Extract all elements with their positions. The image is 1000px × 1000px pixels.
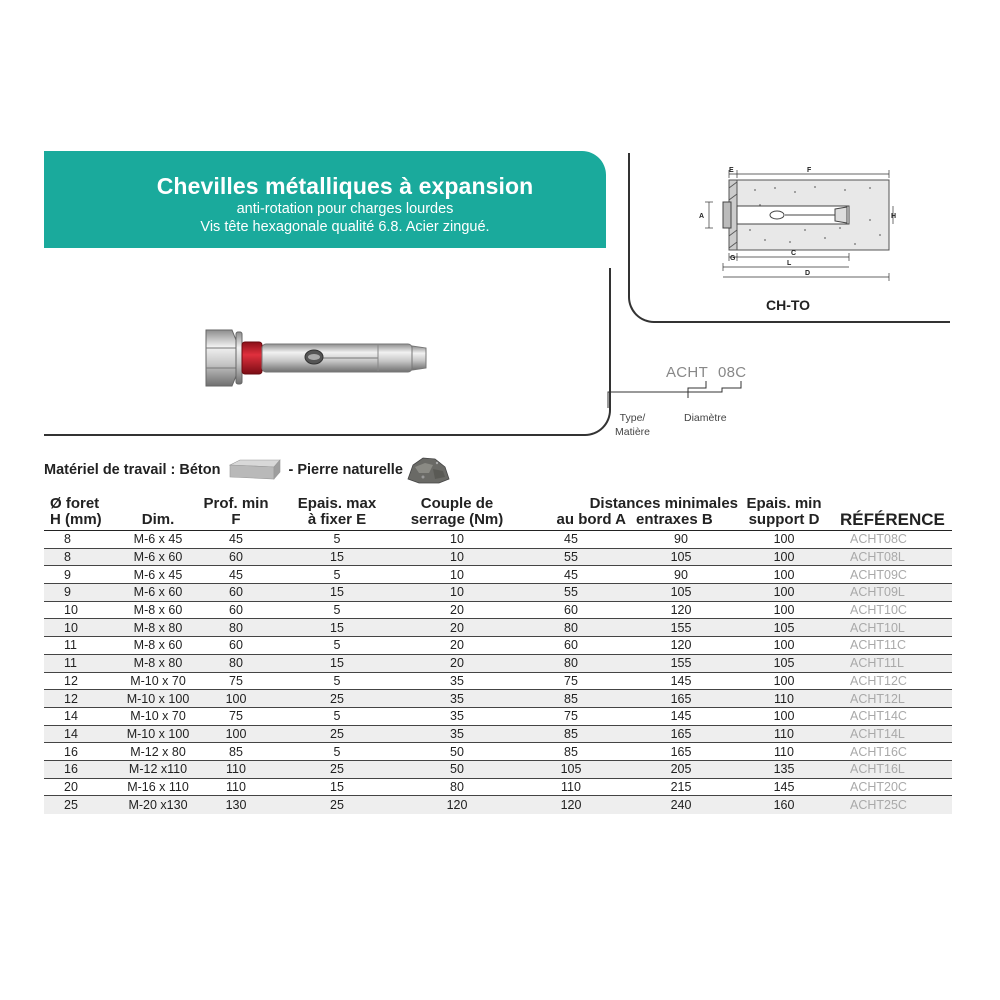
code-part-diameter: 08C: [718, 364, 747, 381]
cell-foret: 12: [44, 672, 116, 690]
natural-stone-icon: [405, 455, 451, 485]
cell-foret: 12: [44, 690, 116, 708]
cell-bord: 80: [512, 654, 630, 672]
distances-header: Distances minimales: [589, 495, 738, 512]
cell-bord: 45: [512, 566, 630, 584]
title-banner: [44, 151, 606, 248]
diagram-caption: CH-TO: [766, 297, 811, 313]
cell-bord: 120: [512, 796, 630, 814]
cell-support: 110: [732, 743, 836, 761]
col-header-reference: RÉFÉRENCE: [840, 510, 945, 529]
materials-line: [44, 455, 457, 485]
table-row: [44, 778, 952, 796]
cell-epais-max: 15: [272, 548, 402, 566]
col-header-bord: Distances minimales au bord A: [512, 494, 630, 531]
cell-epais-max: 25: [272, 690, 402, 708]
code-legend-lines: [600, 378, 750, 414]
cell-support: 100: [732, 566, 836, 584]
cell-reference: ACHT14L: [836, 725, 952, 743]
cell-couple: 20: [402, 654, 512, 672]
cell-foret: 14: [44, 707, 116, 725]
cell-prof: 110: [200, 778, 272, 796]
cell-dim: M-8 x 80: [116, 619, 200, 637]
cell-dim: M-8 x 80: [116, 654, 200, 672]
cell-entraxes: 240: [630, 796, 732, 814]
cell-support: 160: [732, 796, 836, 814]
cell-reference: ACHT12C: [836, 672, 952, 690]
cell-foret: 9: [44, 584, 116, 602]
cell-epais-max: 5: [272, 707, 402, 725]
cell-support: 100: [732, 601, 836, 619]
cell-dim: M-10 x 100: [116, 690, 200, 708]
cell-bord: 75: [512, 672, 630, 690]
dim-label-g: G: [730, 255, 736, 262]
cell-epais-max: 15: [272, 654, 402, 672]
cell-entraxes: 165: [630, 690, 732, 708]
cell-epais-max: 15: [272, 619, 402, 637]
cell-epais-max: 25: [272, 796, 402, 814]
table-row: [44, 672, 952, 690]
col-header-epais-max: Epais. max à fixer E: [297, 495, 377, 528]
cell-epais-max: 5: [272, 566, 402, 584]
cell-dim: M-12 x 80: [116, 743, 200, 761]
dim-label-f: F: [807, 167, 812, 174]
cell-couple: 120: [402, 796, 512, 814]
cell-couple: 20: [402, 601, 512, 619]
cell-bord: 45: [512, 531, 630, 549]
cell-prof: 60: [200, 548, 272, 566]
cell-support: 100: [732, 531, 836, 549]
cell-entraxes: 155: [630, 619, 732, 637]
table-row: [44, 654, 952, 672]
dim-label-d: D: [805, 270, 811, 277]
cell-reference: ACHT09C: [836, 566, 952, 584]
cell-couple: 10: [402, 548, 512, 566]
cell-couple: 20: [402, 637, 512, 655]
cell-entraxes: 165: [630, 725, 732, 743]
cell-support: 100: [732, 637, 836, 655]
cell-bord: 110: [512, 778, 630, 796]
table-row: [44, 584, 952, 602]
col-header-dim: Dim.: [141, 511, 175, 528]
code-part-type: ACHT: [666, 364, 709, 381]
cell-entraxes: 165: [630, 743, 732, 761]
cell-entraxes: 155: [630, 654, 732, 672]
banner-subtitle-1: anti-rotation pour charges lourdes: [236, 201, 454, 217]
cell-foret: 16: [44, 743, 116, 761]
cell-prof: 45: [200, 531, 272, 549]
cell-prof: 100: [200, 725, 272, 743]
cell-foret: 10: [44, 601, 116, 619]
cell-foret: 8: [44, 548, 116, 566]
cell-entraxes: 105: [630, 584, 732, 602]
cell-foret: 8: [44, 531, 116, 549]
cell-prof: 80: [200, 654, 272, 672]
table-row: [44, 690, 952, 708]
cell-epais-max: 5: [272, 672, 402, 690]
cell-reference: ACHT16L: [836, 760, 952, 778]
table-row: [44, 637, 952, 655]
cell-dim: M-16 x 110: [116, 778, 200, 796]
cell-couple: 35: [402, 690, 512, 708]
cell-support: 110: [732, 690, 836, 708]
cell-bord: 75: [512, 707, 630, 725]
table-row: [44, 566, 952, 584]
cell-foret: 10: [44, 619, 116, 637]
cell-entraxes: 145: [630, 707, 732, 725]
cell-foret: 16: [44, 760, 116, 778]
concrete-block-icon: [226, 459, 282, 481]
banner-subtitle-2: Vis tête hexagonale qualité 6.8. Acier zingué.: [200, 219, 490, 235]
spec-table: [44, 494, 952, 814]
cell-dim: M-12 x110: [116, 760, 200, 778]
table-header-row: [44, 494, 952, 531]
cell-dim: M-8 x 60: [116, 637, 200, 655]
cell-support: 100: [732, 584, 836, 602]
cell-bord: 85: [512, 725, 630, 743]
table-row: [44, 725, 952, 743]
cell-foret: 11: [44, 654, 116, 672]
cell-couple: 20: [402, 619, 512, 637]
cell-entraxes: 205: [630, 760, 732, 778]
cell-reference: ACHT14C: [836, 707, 952, 725]
cell-epais-max: 5: [272, 637, 402, 655]
cell-foret: 9: [44, 566, 116, 584]
cell-reference: ACHT08L: [836, 548, 952, 566]
cell-dim: M-6 x 60: [116, 584, 200, 602]
cell-support: 145: [732, 778, 836, 796]
cell-dim: M-6 x 45: [116, 566, 200, 584]
cell-dim: M-10 x 70: [116, 707, 200, 725]
cell-support: 105: [732, 619, 836, 637]
cell-prof: 130: [200, 796, 272, 814]
cell-epais-max: 5: [272, 601, 402, 619]
cell-dim: M-20 x130: [116, 796, 200, 814]
col-header-support: Epais. min support D: [746, 495, 822, 528]
col-header-couple: Couple de serrage (Nm): [410, 495, 504, 528]
cell-couple: 35: [402, 725, 512, 743]
cell-foret: 25: [44, 796, 116, 814]
cell-prof: 45: [200, 566, 272, 584]
cell-dim: M-6 x 60: [116, 548, 200, 566]
code-type-label: Type/ Matière: [615, 412, 651, 438]
cell-entraxes: 215: [630, 778, 732, 796]
cell-reference: ACHT12L: [836, 690, 952, 708]
table-row: [44, 743, 952, 761]
anchor-bolt-image: [188, 318, 438, 398]
code-diameter-label: Diamètre: [684, 412, 727, 424]
cell-bord: 60: [512, 637, 630, 655]
table-row: [44, 760, 952, 778]
cell-epais-max: 25: [272, 760, 402, 778]
col-header-foret: Ø foret H (mm): [50, 495, 102, 528]
cell-couple: 80: [402, 778, 512, 796]
cell-prof: 60: [200, 637, 272, 655]
cell-reference: ACHT08C: [836, 531, 952, 549]
cell-prof: 110: [200, 760, 272, 778]
cell-epais-max: 15: [272, 778, 402, 796]
cell-bord: 80: [512, 619, 630, 637]
cell-couple: 10: [402, 531, 512, 549]
cell-epais-max: 5: [272, 743, 402, 761]
cell-foret: 11: [44, 637, 116, 655]
cell-reference: ACHT16C: [836, 743, 952, 761]
cell-prof: 75: [200, 672, 272, 690]
col-header-prof: Prof. min F: [203, 495, 269, 528]
cell-prof: 100: [200, 690, 272, 708]
cell-reference: ACHT10C: [836, 601, 952, 619]
materials-stone-label: - Pierre naturelle: [288, 462, 403, 478]
cell-epais-max: 25: [272, 725, 402, 743]
table-row: [44, 601, 952, 619]
cell-support: 100: [732, 707, 836, 725]
cell-prof: 60: [200, 584, 272, 602]
dim-label-a: A: [699, 213, 705, 220]
cell-dim: M-10 x 70: [116, 672, 200, 690]
cell-entraxes: 120: [630, 637, 732, 655]
cell-couple: 50: [402, 760, 512, 778]
materials-prefix: Matériel de travail : Béton: [44, 462, 221, 478]
cell-epais-max: 15: [272, 584, 402, 602]
cell-dim: M-10 x 100: [116, 725, 200, 743]
cell-foret: 14: [44, 725, 116, 743]
cell-couple: 10: [402, 566, 512, 584]
cell-entraxes: 120: [630, 601, 732, 619]
cell-reference: ACHT20C: [836, 778, 952, 796]
cell-entraxes: 105: [630, 548, 732, 566]
cell-epais-max: 5: [272, 531, 402, 549]
dim-label-l: L: [787, 260, 792, 267]
cell-couple: 35: [402, 707, 512, 725]
cell-support: 135: [732, 760, 836, 778]
cell-couple: 50: [402, 743, 512, 761]
cell-prof: 60: [200, 601, 272, 619]
cell-reference: ACHT09L: [836, 584, 952, 602]
dim-label-e: E: [729, 167, 734, 174]
cell-reference: ACHT11C: [836, 637, 952, 655]
cell-prof: 85: [200, 743, 272, 761]
col-header-entraxes: entraxes B: [636, 511, 713, 528]
cell-prof: 80: [200, 619, 272, 637]
dim-label-c: C: [791, 250, 797, 257]
cell-bord: 105: [512, 760, 630, 778]
cell-reference: ACHT25C: [836, 796, 952, 814]
cell-dim: M-8 x 60: [116, 601, 200, 619]
cell-reference: ACHT10L: [836, 619, 952, 637]
table-row: [44, 619, 952, 637]
cell-bord: 55: [512, 584, 630, 602]
cell-bord: 85: [512, 690, 630, 708]
cell-foret: 20: [44, 778, 116, 796]
cell-couple: 35: [402, 672, 512, 690]
cell-entraxes: 90: [630, 566, 732, 584]
cell-prof: 75: [200, 707, 272, 725]
cell-bord: 60: [512, 601, 630, 619]
cell-couple: 10: [402, 584, 512, 602]
cell-entraxes: 90: [630, 531, 732, 549]
cell-entraxes: 145: [630, 672, 732, 690]
cell-support: 100: [732, 672, 836, 690]
table-row: [44, 707, 952, 725]
table-row: [44, 531, 952, 549]
cell-bord: 55: [512, 548, 630, 566]
page-title: Chevilles métalliques à expansion: [156, 173, 534, 199]
cell-bord: 85: [512, 743, 630, 761]
cell-reference: ACHT11L: [836, 654, 952, 672]
cell-support: 105: [732, 654, 836, 672]
table-row: [44, 796, 952, 814]
cell-support: 100: [732, 548, 836, 566]
technical-diagram: [695, 160, 900, 290]
dim-label-h: H: [891, 213, 897, 220]
table-row: [44, 548, 952, 566]
cell-support: 110: [732, 725, 836, 743]
cell-dim: M-6 x 45: [116, 531, 200, 549]
